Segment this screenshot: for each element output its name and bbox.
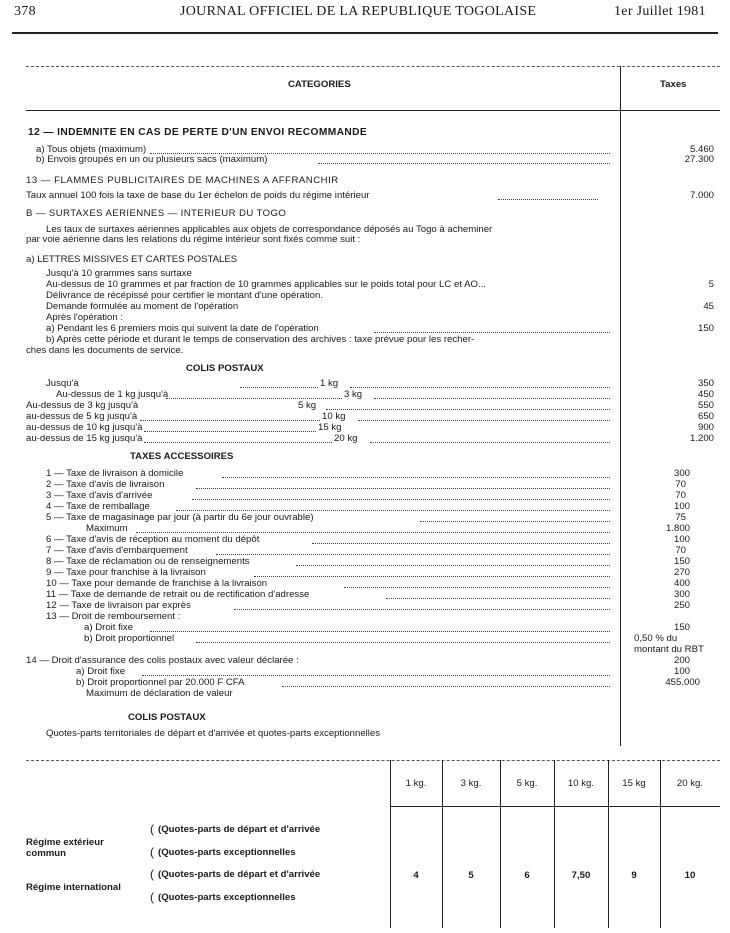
section-12-title: 12 — INDEMNITE EN CAS DE PERTE D'UN ENVOI RECOMMANDE	[28, 127, 368, 138]
leader-dots	[370, 442, 610, 443]
col-header: 15 kg	[622, 778, 646, 789]
leader-dots	[150, 631, 610, 632]
colis-row-value: 1.200	[689, 433, 714, 444]
taxe-row-label: 1 — Taxe de livraison à domicile	[46, 468, 184, 479]
brace-icon: (	[150, 867, 154, 881]
leader-dots	[166, 398, 342, 399]
table-cell: 10	[684, 870, 696, 881]
section-a-line: Demande formulée au moment de l'opération	[46, 301, 239, 312]
s13-row-value: 7.000	[689, 190, 714, 201]
s12-row-b-value: 27.300	[684, 154, 714, 165]
taxe-row-value: 100	[673, 666, 690, 677]
colis-row-label: au-dessus de 10 kg jusqu'à	[26, 422, 143, 433]
taxe-row-value: 250	[673, 600, 690, 611]
taxe-row-value: 300	[673, 589, 690, 600]
brace-icon: (	[150, 822, 154, 836]
taxe-row-value: 100	[673, 534, 690, 545]
colis-postaux-title: COLIS POSTAUX	[186, 363, 264, 374]
colis-row-weight: 15 kg	[318, 422, 342, 433]
leader-dots	[240, 387, 318, 388]
journal-title: JOURNAL OFFICIEL DE LA REPUBLIQUE TOGOLAISE	[180, 4, 537, 19]
leader-dots	[318, 163, 610, 164]
leader-dots	[374, 398, 610, 399]
taxe-row-label: 3 — Taxe d'avis d'arrivée	[46, 490, 153, 501]
colis-row-label: au-dessus de 5 kg jusqu'à	[26, 411, 138, 422]
col-header: 20 kg.	[676, 778, 704, 789]
colis-row-label: Jusqu'à	[46, 378, 79, 389]
col-header: 5 kg.	[516, 778, 538, 789]
taxe-row-label: Maximum	[86, 523, 128, 534]
section-13-title: 13 — FLAMMES PUBLICITAIRES DE MACHINES A AFFRANCHIR	[26, 175, 339, 186]
leader-dots	[196, 488, 610, 489]
taxe-row-label: 11 — Taxe de demande de retrait ou de rectification d'adresse	[46, 589, 310, 600]
section-a-line: Jusqu'à 10 grammes sans surtaxe	[46, 268, 192, 279]
taxe-row-value: 270	[673, 567, 690, 578]
table-cell: 4	[413, 870, 419, 881]
leader-dots	[326, 409, 610, 410]
taxe-row-value: 300	[673, 468, 690, 479]
leader-dots	[222, 477, 610, 478]
taxe-row-label: 7 — Taxe d'avis d'embarquement	[46, 545, 188, 556]
issue-date: 1er Juillet 1981	[614, 4, 706, 19]
leader-dots	[144, 442, 332, 443]
taxe-row-label: 5 — Taxe de magasinage par jour (à partir du 6e jour ouvrable)	[46, 512, 314, 523]
taxe-row-value: 70	[675, 479, 686, 490]
section-a-value: 150	[697, 323, 714, 334]
leader-dots	[216, 554, 610, 555]
brace-icon: (	[150, 890, 154, 904]
colis-row-weight: 1 kg	[320, 378, 339, 389]
taxe-row-value: 70	[675, 490, 686, 501]
taxe-row-value: 455.000	[665, 677, 700, 688]
table-cell: 5	[468, 870, 474, 881]
leader-dots	[498, 199, 598, 200]
leader-dots	[312, 543, 610, 544]
section-b-title: B — SURTAXES AERIENNES — INTERIEUR DU TOGO	[26, 208, 287, 219]
section-a-value: 45	[703, 301, 714, 312]
section-a-line: a) Pendant les 6 premiers mois qui suivent la date de l'opération	[46, 323, 319, 334]
taxe-row-label: 12 — Taxe de livraison par exprès	[46, 600, 191, 611]
taxe-row-label: a) Droit fixe	[76, 666, 126, 677]
taxe-row-label: 14 — Droit d'assurance des colis postaux avec valeur déclarée :	[26, 655, 299, 666]
taxe-row-label: a) Droit fixe	[84, 622, 134, 633]
colis-row-value: 550	[697, 400, 714, 411]
bottom-table-top-rule	[26, 760, 720, 761]
leader-dots	[282, 686, 610, 687]
colis-row-weight: 5 kg	[298, 400, 317, 411]
leader-dots	[176, 510, 610, 511]
taxe-row-value: 100	[673, 501, 690, 512]
page-number: 378	[14, 4, 36, 19]
section-b-intro-2: par voie aérienne dans les relations du régime intérieur sont fixés comme suit :	[26, 234, 361, 245]
table-cell: 7,50	[571, 870, 591, 881]
leader-dots	[350, 387, 610, 388]
section-a-line: Après l'opération :	[46, 312, 124, 323]
colis-row-label: au-dessus de 15 kg jusqu'à	[26, 433, 143, 444]
section-a-line: b) Après cette période et durant le temps de conservation des archives : taxe prévue pour les recher-	[46, 334, 475, 345]
colis-row-label: Au-dessus de 1 kg jusqu'à	[56, 389, 169, 400]
leader-dots	[192, 499, 610, 500]
col-header: 10 kg.	[567, 778, 595, 789]
colis-row-value: 900	[697, 422, 714, 433]
leader-dots	[254, 576, 610, 577]
table-top-rule	[26, 66, 720, 67]
section-a-line: ches dans les documents de service.	[26, 345, 184, 356]
leader-dots	[420, 521, 610, 522]
colis-row-value: 350	[697, 378, 714, 389]
taxe-row-value: 0,50 % du	[634, 633, 678, 644]
taxes-accessoires-title: TAXES ACCESSOIRES	[130, 451, 234, 462]
taxe-row-label: 8 — Taxe de réclamation ou de renseignements	[46, 556, 250, 567]
taxe-row-label: 6 — Taxe d'avis de réception au moment du dépôt	[46, 534, 260, 545]
leader-dots	[374, 332, 610, 333]
colis-row-weight: 20 kg	[334, 433, 358, 444]
col-header: 3 kg.	[460, 778, 482, 789]
taxe-row-label: 10 — Taxe pour demande de franchise à la livraison	[46, 578, 268, 589]
colis-row-weight: 10 kg	[322, 411, 346, 422]
qp-depart-arrivee: (Quotes-parts de départ et d'arrivée	[158, 869, 321, 880]
header-rule	[12, 32, 718, 34]
regime-international-label: Régime international	[26, 882, 121, 893]
leader-dots	[344, 587, 610, 588]
colis-row-value: 650	[697, 411, 714, 422]
leader-dots	[136, 532, 610, 533]
section-a-title: a) LETTRES MISSIVES ET CARTES POSTALES	[26, 254, 238, 265]
colis-row-value: 450	[697, 389, 714, 400]
colis-row-weight: 3 kg	[344, 389, 363, 400]
leader-dots	[140, 420, 320, 421]
taxe-row-value: 1.800	[665, 523, 690, 534]
leader-dots	[196, 642, 610, 643]
taxe-row-label: 9 — Taxe pour franchise à la livraison	[46, 567, 206, 578]
leader-dots	[358, 420, 610, 421]
qp-depart-arrivee: (Quotes-parts de départ et d'arrivée	[158, 824, 321, 835]
section-a-line: Délivrance de récépissé pour certifier le montant d'une opération.	[46, 290, 324, 301]
colis-row-label: Au-dessus de 3 kg jusqu'à	[26, 400, 139, 411]
leader-dots	[386, 598, 610, 599]
taxe-row-value: 400	[673, 578, 690, 589]
regime-exterieur-label: commun	[26, 848, 66, 859]
table-cell: 6	[524, 870, 530, 881]
taxe-row-label: 4 — Taxe de remballage	[46, 501, 150, 512]
qp-exceptionnelles: (Quotes-parts exceptionnelles	[158, 847, 296, 858]
bottom-header-rule	[390, 806, 720, 807]
colis-postaux-title-2: COLIS POSTAUX	[128, 712, 206, 723]
categories-header: CATEGORIES	[288, 79, 351, 90]
taxes-header: Taxes	[660, 79, 687, 90]
leader-dots	[234, 609, 610, 610]
taxe-row-value: 150	[673, 556, 690, 567]
regime-exterieur-label: Régime extérieur	[26, 837, 104, 848]
leader-dots	[142, 675, 610, 676]
taxe-row-value: 70	[675, 545, 686, 556]
leader-dots	[296, 565, 610, 566]
table-header-rule	[26, 110, 720, 111]
table-cell: 9	[631, 870, 637, 881]
section-a-line: Au-dessus de 10 grammes et par fraction de 10 grammes applicables sur le poids total pour LC et AO...	[46, 279, 486, 290]
s12-row-b-label: b) Envois groupés en un ou plusieurs sacs (maximum)	[36, 154, 268, 165]
taxe-row-label: 2 — Taxe d'avis de livraison	[46, 479, 165, 490]
section-a-value: 5	[708, 279, 714, 290]
taxe-row-label: b) Droit proportionnel	[84, 633, 175, 644]
taxe-row-value: 150	[673, 622, 690, 633]
s12-row-a-label: a) Tous objets (maximum)	[36, 144, 147, 155]
taxe-row-value: 200	[673, 655, 690, 666]
section-b-intro-1: Les taux de surtaxes aériennes applicables aux objets de correspondance déposés au Togo à acheminer	[46, 224, 493, 235]
col-header: 1 kg.	[405, 778, 427, 789]
qp-exceptionnelles: (Quotes-parts exceptionnelles	[158, 892, 296, 903]
colis-postaux-subtitle: Quotes-parts territoriales de départ et d'arrivée et quotes-parts exceptionnelles	[46, 728, 381, 739]
taxe-row-value: 75	[675, 512, 686, 523]
brace-icon: (	[150, 845, 154, 859]
taxe-row-label: Maximum de déclaration de valeur	[86, 688, 233, 699]
taxe-row-value: montant du RBT	[634, 644, 704, 655]
taxe-row-label: 13 — Droit de remboursement :	[46, 611, 181, 622]
s12-row-a-value: 5.460	[689, 144, 714, 155]
leader-dots	[144, 431, 316, 432]
taxe-row-label: b) Droit proportionnel par 20.000 F CFA	[76, 677, 245, 688]
s13-row-label: Taux annuel 100 fois la taxe de base du 1er échelon de poids du régime intérieur	[26, 190, 370, 201]
